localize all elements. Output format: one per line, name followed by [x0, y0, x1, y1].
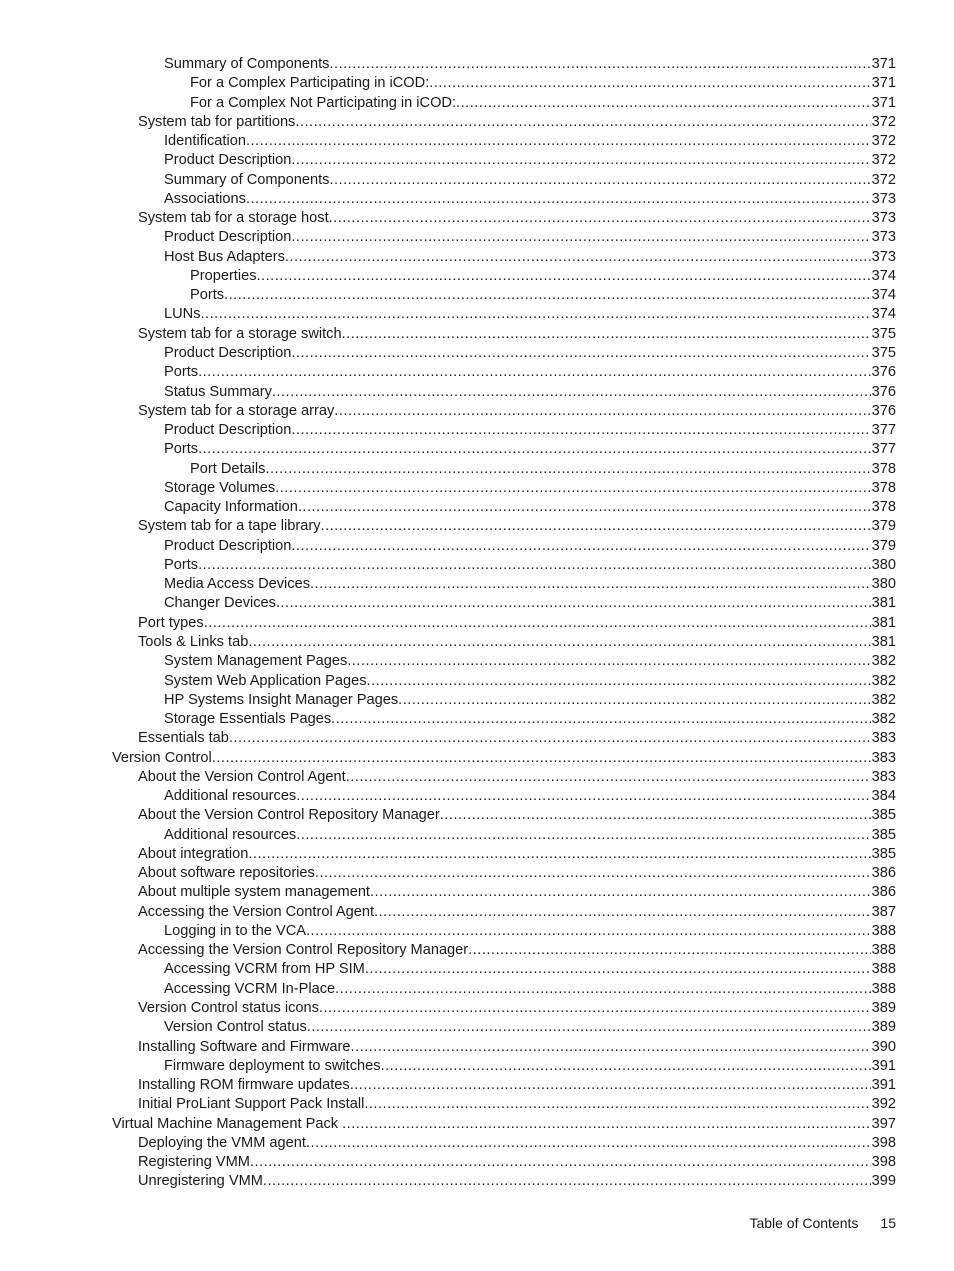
toc-dot-leader: [342, 325, 871, 344]
toc-dot-leader: [198, 363, 871, 382]
toc-entry-page-number: 378: [871, 499, 896, 516]
toc-entry[interactable]: [0, 113, 954, 132]
toc-entry-page-number: 372: [871, 152, 896, 169]
toc-dot-leader: [285, 248, 871, 267]
toc-dot-leader: [275, 479, 870, 498]
toc-entry-page-number: 391: [871, 1077, 896, 1094]
toc-entry-title: Associations: [164, 190, 246, 207]
toc-entry[interactable]: [0, 132, 954, 151]
toc-entry-title: LUNs: [164, 306, 201, 323]
toc-entry-page-number: 377: [871, 422, 896, 439]
toc-entry-title: About multiple system management: [138, 884, 370, 901]
toc-entry[interactable]: [0, 344, 954, 363]
toc-dot-leader: [440, 806, 871, 825]
toc-entry[interactable]: [0, 248, 954, 267]
toc-dot-leader: [291, 228, 870, 247]
toc-dot-leader: [298, 498, 871, 517]
toc-dot-leader: [429, 74, 870, 93]
toc-entry-page-number: 386: [871, 884, 896, 901]
toc-entry[interactable]: [0, 286, 954, 305]
toc-entry-page-number: 390: [871, 1038, 896, 1055]
toc-dot-leader: [334, 402, 870, 421]
toc-entry-title: Virtual Machine Management Pack: [112, 1115, 343, 1132]
toc-entry[interactable]: [0, 845, 954, 864]
toc-entry-title: Ports: [164, 556, 199, 573]
toc-dot-leader: [246, 190, 871, 209]
toc-dot-leader: [329, 55, 870, 74]
toc-entry-page-number: 372: [871, 171, 896, 188]
toc-entry[interactable]: [0, 749, 954, 768]
toc-entry-page-number: 378: [871, 460, 896, 477]
toc-dot-leader: [198, 440, 871, 459]
toc-entry-page-number: 382: [871, 711, 896, 728]
toc-entry[interactable]: [0, 1057, 954, 1076]
toc-entry-page-number: 381: [871, 633, 896, 650]
toc-entry-page-number: 389: [871, 1019, 896, 1036]
toc-dot-leader: [257, 267, 871, 286]
toc-dot-leader: [263, 1172, 871, 1191]
toc-entry-page-number: 391: [871, 1057, 896, 1074]
toc-entry-title: Storage Volumes: [164, 479, 276, 496]
toc-entry-title: Unregistering VMM: [138, 1173, 263, 1190]
toc-entry[interactable]: [0, 1172, 954, 1191]
toc-dot-leader: [398, 691, 870, 710]
toc-entry[interactable]: [0, 864, 954, 883]
toc-entry-title: Installing Software and Firmware: [138, 1038, 351, 1055]
toc-entry-title: Capacity Information: [164, 499, 298, 516]
toc-entry-title: Version Control: [112, 749, 212, 766]
footer-section-label: Table of Contents: [749, 1215, 859, 1231]
toc-entry[interactable]: [0, 999, 954, 1018]
toc-entry-page-number: 388: [871, 922, 896, 939]
toc-entry-page-number: 379: [871, 537, 896, 554]
toc-entry-title: Port Details: [190, 460, 266, 477]
toc-entry-page-number: 385: [871, 807, 896, 824]
toc-entry[interactable]: [0, 383, 954, 402]
toc-entry-title: Product Description: [164, 422, 292, 439]
toc-entry[interactable]: [0, 1018, 954, 1037]
toc-dot-leader: [198, 556, 871, 575]
toc-dot-leader: [310, 575, 871, 594]
toc-dot-leader: [296, 826, 870, 845]
toc-entry-title: Port types: [138, 614, 204, 631]
toc-entry[interactable]: [0, 537, 954, 556]
toc-entry[interactable]: [0, 209, 954, 228]
toc-entry[interactable]: [0, 1153, 954, 1172]
toc-entry[interactable]: [0, 806, 954, 825]
toc-dot-leader: [335, 980, 871, 999]
toc-entry-title: Accessing VCRM In-Place: [164, 980, 336, 997]
toc-entry-title: Additional resources: [164, 788, 297, 805]
toc-dot-leader: [319, 999, 871, 1018]
toc-dot-leader: [321, 517, 871, 536]
toc-entry-page-number: 387: [871, 903, 896, 920]
toc-entry-title: Version Control status: [164, 1019, 307, 1036]
toc-dot-leader: [370, 883, 871, 902]
toc-entry-page-number: 372: [871, 133, 896, 150]
toc-entry[interactable]: [0, 691, 954, 710]
toc-dot-leader: [329, 209, 871, 228]
toc-dot-leader: [346, 768, 871, 787]
toc-dot-leader: [306, 1134, 871, 1153]
toc-dot-leader: [291, 537, 870, 556]
toc-entry[interactable]: [0, 325, 954, 344]
toc-entry-title: Summary of Components: [164, 56, 330, 72]
toc-entry-page-number: 375: [871, 344, 896, 361]
toc-entry[interactable]: [0, 710, 954, 729]
toc-entry-title: Registering VMM: [138, 1154, 250, 1171]
toc-dot-leader: [350, 1076, 871, 1095]
toc-entry-page-number: 376: [871, 402, 896, 419]
toc-dot-leader: [224, 286, 871, 305]
toc-dot-leader: [295, 113, 870, 132]
toc-entry-title: Product Description: [164, 152, 292, 169]
toc-entry-title: System tab for a storage switch: [138, 325, 342, 342]
toc-entry[interactable]: [0, 903, 954, 922]
toc-dot-leader: [365, 960, 871, 979]
toc-entry-page-number: 383: [871, 749, 896, 766]
toc-dot-leader: [347, 652, 870, 671]
toc-dot-leader: [201, 305, 871, 324]
toc-entry-page-number: 384: [871, 788, 896, 805]
toc-entry-title: System tab for a storage array: [138, 402, 335, 419]
toc-entry[interactable]: [0, 440, 954, 459]
toc-entry[interactable]: [0, 74, 954, 93]
toc-dot-leader: [246, 132, 871, 151]
toc-entry-page-number: 376: [871, 364, 896, 381]
toc-entry-title: Summary of Components: [164, 171, 330, 188]
toc-entry-title: System tab for a tape library: [138, 518, 321, 535]
toc-entry-title: Ports: [164, 364, 199, 381]
toc-entry-title: About integration: [138, 845, 249, 862]
toc-entry[interactable]: [0, 94, 954, 113]
toc-entry[interactable]: [0, 421, 954, 440]
footer-page-number: 15: [880, 1215, 896, 1231]
toc-entry-page-number: 388: [871, 980, 896, 997]
toc-entry-title: Host Bus Adapters: [164, 248, 285, 265]
toc-entry-title: Ports: [164, 441, 199, 458]
toc-entry-page-number: 373: [871, 248, 896, 265]
toc-entry-title: Version Control status icons: [138, 1000, 319, 1017]
toc-entry[interactable]: [0, 960, 954, 979]
toc-dot-leader: [250, 1153, 871, 1172]
toc-dot-leader: [265, 460, 870, 479]
toc-entry-page-number: 383: [871, 730, 896, 747]
toc-entry[interactable]: [0, 190, 954, 209]
toc-entry-title: For a Complex Participating in iCOD:: [190, 75, 430, 92]
toc-entry-page-number: 371: [871, 56, 896, 72]
toc-dot-leader: [296, 787, 870, 806]
toc-entry-page-number: 398: [871, 1154, 896, 1171]
toc-dot-leader: [374, 903, 871, 922]
toc-entry-title: Media Access Devices: [164, 576, 310, 593]
toc-entry-page-number: 371: [871, 75, 896, 92]
toc-entry[interactable]: [0, 652, 954, 671]
toc-entry-page-number: 378: [871, 479, 896, 496]
toc-entry-title: Product Description: [164, 537, 292, 554]
toc-entry-title: System tab for partitions: [138, 113, 296, 130]
toc-entry-title: Logging in to the VCA: [164, 922, 306, 939]
toc-dot-leader: [342, 1115, 871, 1134]
toc-entry[interactable]: [0, 1115, 954, 1134]
toc-entry-title: System Web Application Pages: [164, 672, 367, 689]
toc-entry[interactable]: [0, 556, 954, 575]
toc-entry[interactable]: [0, 768, 954, 787]
toc-entry-page-number: 398: [871, 1134, 896, 1151]
toc-entry-page-number: 372: [871, 113, 896, 130]
toc-entry[interactable]: [0, 980, 954, 999]
toc-entry-page-number: 385: [871, 826, 896, 843]
toc-entry[interactable]: [0, 1134, 954, 1153]
toc-dot-leader: [276, 594, 871, 613]
toc-entry-page-number: 381: [871, 595, 896, 612]
table-of-contents: [0, 55, 954, 1192]
toc-entry[interactable]: [0, 267, 954, 286]
toc-entry-title: Installing ROM firmware updates: [138, 1077, 350, 1094]
toc-dot-leader: [351, 1038, 871, 1057]
toc-entry[interactable]: [0, 826, 954, 845]
toc-entry[interactable]: [0, 922, 954, 941]
toc-entry-title: System tab for a storage host: [138, 210, 329, 227]
toc-entry-title: Product Description: [164, 229, 292, 246]
toc-entry-title: Status Summary: [164, 383, 272, 400]
toc-entry[interactable]: [0, 305, 954, 324]
toc-entry-page-number: 380: [871, 576, 896, 593]
toc-entry-page-number: 374: [871, 306, 896, 323]
toc-dot-leader: [367, 672, 871, 691]
toc-entry[interactable]: [0, 1076, 954, 1095]
toc-dot-leader: [291, 421, 870, 440]
toc-entry[interactable]: [0, 517, 954, 536]
toc-entry-page-number: 374: [871, 287, 896, 304]
toc-entry-title: Changer Devices: [164, 595, 276, 612]
toc-dot-leader: [272, 383, 871, 402]
toc-entry-page-number: 380: [871, 556, 896, 573]
toc-dot-leader: [456, 94, 871, 113]
toc-entry[interactable]: [0, 460, 954, 479]
toc-entry-title: Additional resources: [164, 826, 297, 843]
toc-entry-page-number: 382: [871, 672, 896, 689]
toc-entry-page-number: 373: [871, 210, 896, 227]
toc-entry-title: System Management Pages: [164, 653, 348, 670]
toc-dot-leader: [248, 845, 870, 864]
toc-entry-title: Accessing the Version Control Agent: [138, 903, 375, 920]
toc-entry[interactable]: [0, 594, 954, 613]
toc-entry-page-number: 382: [871, 653, 896, 670]
toc-entry-page-number: 377: [871, 441, 896, 458]
toc-entry-title: Properties: [190, 267, 257, 284]
toc-entry[interactable]: [0, 402, 954, 421]
toc-entry-page-number: 371: [871, 94, 896, 111]
toc-entry-title: Initial ProLiant Support Pack Install: [138, 1096, 365, 1113]
toc-entry-title: Product Description: [164, 344, 292, 361]
toc-entry-title: Accessing the Version Control Repository Manager: [138, 942, 469, 959]
toc-entry-page-number: 389: [871, 1000, 896, 1017]
toc-entry-page-number: 379: [871, 518, 896, 535]
toc-entry-title: About the Version Control Agent: [138, 768, 346, 785]
toc-entry-page-number: 373: [871, 190, 896, 207]
toc-dot-leader: [291, 344, 870, 363]
toc-entry[interactable]: [0, 883, 954, 902]
page-footer: [749, 1215, 896, 1231]
toc-dot-leader: [364, 1095, 870, 1114]
toc-entry-page-number: 386: [871, 865, 896, 882]
toc-dot-leader: [204, 614, 871, 633]
toc-entry[interactable]: [0, 575, 954, 594]
toc-entry[interactable]: [0, 729, 954, 748]
toc-dot-leader: [315, 864, 871, 883]
toc-entry-title: Firmware deployment to switches: [164, 1057, 381, 1074]
toc-dot-leader: [248, 633, 870, 652]
toc-entry-page-number: 381: [871, 614, 896, 631]
toc-entry-title: HP Systems Insight Manager Pages: [164, 691, 399, 708]
toc-entry[interactable]: [0, 151, 954, 170]
toc-entry-title: About the Version Control Repository Manager: [138, 807, 440, 824]
toc-entry[interactable]: [0, 1038, 954, 1057]
toc-dot-leader: [381, 1057, 871, 1076]
toc-entry-title: Tools & Links tab: [138, 633, 249, 650]
toc-entry-title: Identification: [164, 133, 246, 150]
toc-entry[interactable]: [0, 787, 954, 806]
toc-entry[interactable]: [0, 633, 954, 652]
toc-dot-leader: [329, 171, 870, 190]
toc-entry-page-number: 399: [871, 1173, 896, 1190]
toc-dot-leader: [212, 749, 871, 768]
toc-entry-title: Accessing VCRM from HP SIM: [164, 961, 365, 978]
toc-entry-page-number: 374: [871, 267, 896, 284]
toc-entry-page-number: 388: [871, 942, 896, 959]
toc-entry[interactable]: [0, 363, 954, 382]
toc-entry-page-number: 392: [871, 1096, 896, 1113]
toc-entry-title: Deploying the VMM agent: [138, 1134, 306, 1151]
toc-entry-title: For a Complex Not Participating in iCOD:: [190, 94, 457, 111]
toc-entry-page-number: 397: [871, 1115, 896, 1132]
toc-dot-leader: [306, 922, 871, 941]
toc-entry-title: About software repositories: [138, 865, 315, 882]
toc-dot-leader: [468, 941, 870, 960]
toc-dot-leader: [229, 729, 871, 748]
toc-entry[interactable]: [0, 614, 954, 633]
toc-entry-page-number: 385: [871, 845, 896, 862]
toc-entry-title: Storage Essentials Pages: [164, 711, 332, 728]
toc-entry[interactable]: [0, 498, 954, 517]
toc-entry[interactable]: [0, 1095, 954, 1114]
toc-entry-page-number: 373: [871, 229, 896, 246]
toc-entry[interactable]: [0, 228, 954, 247]
toc-entry[interactable]: [0, 171, 954, 190]
toc-entry-page-number: 382: [871, 691, 896, 708]
toc-entry[interactable]: [0, 479, 954, 498]
toc-entry[interactable]: [0, 672, 954, 691]
toc-entry-page-number: 376: [871, 383, 896, 400]
toc-dot-leader: [331, 710, 871, 729]
toc-entry-page-number: 375: [871, 325, 896, 342]
toc-entry-page-number: 388: [871, 961, 896, 978]
toc-entry-page-number: 383: [871, 768, 896, 785]
toc-entry[interactable]: [0, 55, 954, 74]
toc-entry-title: Ports: [190, 287, 225, 304]
toc-dot-leader: [291, 151, 870, 170]
toc-entry-title: Essentials tab: [138, 730, 229, 747]
toc-dot-leader: [307, 1018, 871, 1037]
toc-entry[interactable]: [0, 941, 954, 960]
